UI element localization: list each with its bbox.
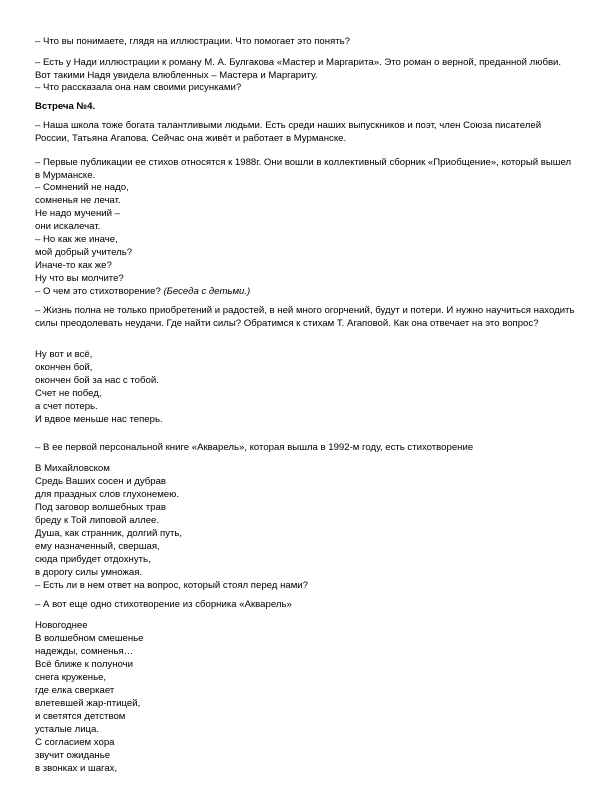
poem-title: Новогоднее: [35, 620, 88, 631]
poem-line: В волшебном смешенье: [35, 633, 144, 644]
poem-line: сюда прибудет отдохнуть,: [35, 554, 151, 565]
poem-line: окончен бой,: [35, 362, 93, 373]
poem-line: надежды, сомненья…: [35, 646, 134, 657]
paragraph: – Что вы понимаете, глядя на иллюстрации. Что помогает это понять?: [35, 36, 350, 47]
poem-line: сомненья не лечат.: [35, 195, 121, 206]
poem-line: усталые лица.: [35, 724, 100, 735]
poem-line: Счет не побед,: [35, 388, 102, 399]
poem-title: В Михайловском: [35, 463, 110, 474]
paragraph: – Наша школа тоже богата талантливыми людьми. Есть среди наших выпускников и поэт, член Союза писателей России, Татьяна Агапова. Сейчас она живёт и работает в Мурманске.: [35, 120, 542, 144]
paragraph: – Первые публикации ее стихов относятся к 1988г. Они вошли в коллективный сборник «Приобщение», который вышел в Мурманске.: [35, 157, 572, 181]
poem-line: Под заговор волшебных трав: [35, 502, 166, 513]
poem-line: Не надо мучений –: [35, 208, 121, 219]
poem-line: Средь Ваших сосен и дубрав: [35, 476, 167, 487]
poem-line: Ну что вы молчите?: [35, 273, 124, 284]
question-text: – О чем это стихотворение?: [35, 286, 164, 297]
poem-line: они искалечат.: [35, 221, 101, 232]
poem-line: и светятся детством: [35, 711, 126, 722]
paragraph: – Что рассказала она нам своими рисунками?: [35, 82, 242, 93]
poem-line: для праздных слов глухонемею.: [35, 489, 179, 500]
poem-line: – Но как же иначе,: [35, 234, 118, 245]
poem-line: а счет потерь.: [35, 401, 98, 412]
poem-line: мой добрый учитель?: [35, 247, 133, 258]
poem-line: ему назначенный, свершая,: [35, 541, 160, 552]
poem-line: снега круженье,: [35, 672, 107, 683]
poem-line: Ну вот и всё,: [35, 349, 93, 360]
paragraph: – В ее первой персональной книге «Акварель», которая вышла в 1992-м году, есть стихотворение: [35, 442, 474, 453]
poem-line: И вдвое меньше нас теперь.: [35, 414, 163, 425]
section-heading: Встреча №4.: [35, 101, 96, 112]
poem-line: бреду к Той липовой аллее.: [35, 515, 160, 526]
poem-line: Всё ближе к полуночи: [35, 659, 133, 670]
poem-line: в звонках и шагах,: [35, 763, 118, 774]
question: – Есть ли в нем ответ на вопрос, который стоял перед нами?: [35, 580, 308, 591]
question: [35, 286, 250, 298]
poem-line: Иначе-то как же?: [35, 260, 112, 271]
poem-line: звучит ожиданье: [35, 750, 111, 761]
question-note: (Беседа с детьми.): [163, 286, 251, 297]
paragraph: – Есть у Нади иллюстрации к роману М. А. Булгакова «Мастер и Маргарита». Это роман о верной, преданной любви. Вот такими Надя увидела влюбленных – Мастера и Маргариту.: [35, 57, 562, 81]
paragraph: – Жизнь полна не только приобретений и радостей, в ней много огорчений, будут и потери. И нужно научиться находить силы преодолевать неудачи. Где найти силы? Обратимся к стихам Т. Агаповой. Как она отвечает на это вопрос?: [35, 305, 575, 329]
poem-line: Душа, как странник, долгий путь,: [35, 528, 183, 539]
poem-line: окончен бой за нас с тобой.: [35, 375, 159, 386]
poem-line: – Сомнений не надо,: [35, 182, 129, 193]
paragraph: – А вот еще одно стихотворение из сборника «Акварель»: [35, 599, 292, 610]
poem-line: где елка сверкает: [35, 685, 115, 696]
poem-line: С согласием хора: [35, 737, 115, 748]
poem-line: влетевшей жар-птицей,: [35, 698, 141, 709]
poem-line: в дорогу силы умножая.: [35, 567, 143, 578]
